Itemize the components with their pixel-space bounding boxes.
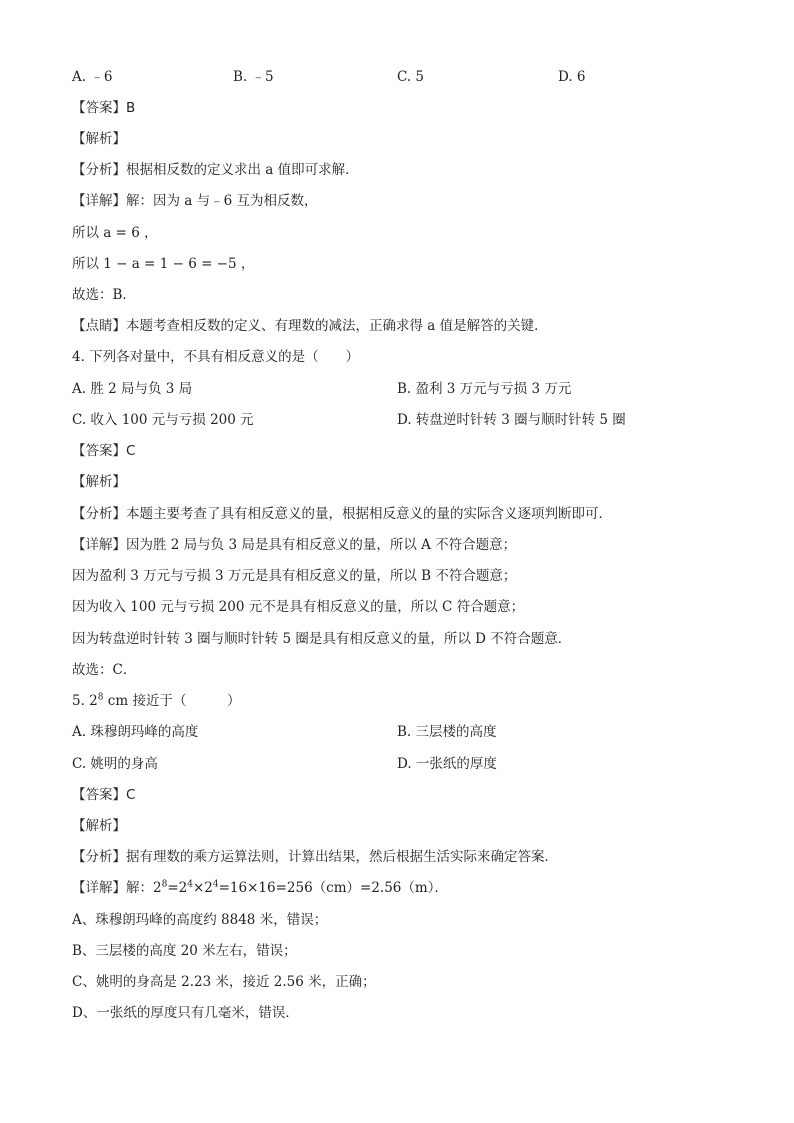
q4-choose: 故选：C． <box>72 662 137 678</box>
q3-choose: 故选：B． <box>72 287 136 303</box>
q4-fenxi: 【分析】本题主要考查了具有相反意义的量，根据相反意义的量的实际含义逐项判断即可． <box>72 506 612 522</box>
q3-detail: 【详解】解：因为 a 与﹣6 互为相反数， <box>72 193 318 209</box>
q5-detail-text: =2 <box>167 880 188 896</box>
q3-option-a: A. ﹣6 <box>72 69 113 85</box>
q3-dianjing: 【点睛】本题考查相反数的定义、有理数的减法，正确求得 a 值是解答的关键． <box>72 318 548 334</box>
q5-item-c: C、姚明的身高是 2.23 米，接近 2.56 米，正确； <box>72 974 376 990</box>
q3-option-c: C. 5 <box>397 69 425 85</box>
q5-analysis-header: 【解析】 <box>72 818 126 834</box>
q5-fenxi: 【分析】据有理数的乘方运算法则，计算出结果，然后根据生活实际来确定答案． <box>72 849 558 865</box>
q3-fenxi: 【分析】根据相反数的定义求出 a 值即可求解． <box>72 162 359 178</box>
q5-item-a: A、珠穆朗玛峰的高度约 8848 米，错误； <box>72 912 328 928</box>
q4-detail-4: 因为转盘逆时针转 3 圈与顺时针转 5 圈是具有相反意义的量，所以 D 不符合题意． <box>72 631 572 647</box>
q5-answer: 【答案】C <box>72 787 136 803</box>
q5-option-a: A. 珠穆朗玛峰的高度 <box>72 724 199 740</box>
q5-stem-suffix: cm 接近于（ ） <box>103 693 241 709</box>
q5-item-d: D、一张纸的厚度只有几毫米，错误． <box>72 1005 299 1021</box>
q5-detail-text: 【详解】解：2 <box>72 880 162 896</box>
q5-option-c: C. 姚明的身高 <box>72 756 158 772</box>
q5-detail-exp: 4 <box>212 879 219 890</box>
q4-detail-3: 因为收入 100 元与亏损 200 元不是具有相反意义的量，所以 C 符合题意； <box>72 599 525 615</box>
q5-option-d: D. 一张纸的厚度 <box>397 756 497 772</box>
q5-detail-text: ×2 <box>192 880 213 896</box>
q5-stem-exponent: 8 <box>97 692 104 703</box>
q4-option-d: D. 转盘逆时针转 3 圈与顺时针转 5 圈 <box>397 412 626 428</box>
q5-detail <box>72 879 448 897</box>
q3-step-1: 所以 a = 6 ， <box>72 225 158 241</box>
q4-detail-1: 【详解】因为胜 2 局与负 3 局是具有相反意义的量，所以 A 不符合题意； <box>72 537 517 553</box>
q5-stem <box>72 692 240 710</box>
q4-detail-2: 因为盈利 3 万元与亏损 3 万元是具有相反意义的量，所以 B 不符合题意； <box>72 568 517 584</box>
q4-analysis-header: 【解析】 <box>72 474 126 490</box>
q5-stem-prefix: 5. 2 <box>72 693 98 709</box>
q5-detail-exp: 4 <box>187 879 193 890</box>
q4-option-b: B. 盈利 3 万元与亏损 3 万元 <box>397 381 572 397</box>
q4-option-c: C. 收入 100 元与亏损 200 元 <box>72 412 254 428</box>
q5-item-b: B、三层楼的高度 20 米左右，错误； <box>72 943 297 959</box>
q5-detail-exp: 8 <box>161 879 168 890</box>
q4-option-a: A. 胜 2 局与负 3 局 <box>72 381 193 397</box>
q3-option-b: B. ﹣5 <box>233 69 274 85</box>
q5-detail-text: =16×16=256（cm）=2.56（m）． <box>218 880 448 896</box>
q5-option-b: B. 三层楼的高度 <box>397 724 497 740</box>
q3-step-2: 所以 1 − a = 1 − 6 = −5 ， <box>72 256 255 272</box>
q3-analysis-header: 【解析】 <box>72 131 126 147</box>
q3-option-d: D. 6 <box>558 69 586 85</box>
q4-answer: 【答案】C <box>72 443 136 459</box>
q4-stem: 4. 下列各对量中，不具有相反意义的是（ ） <box>72 349 360 365</box>
q3-answer: 【答案】B <box>72 100 136 116</box>
